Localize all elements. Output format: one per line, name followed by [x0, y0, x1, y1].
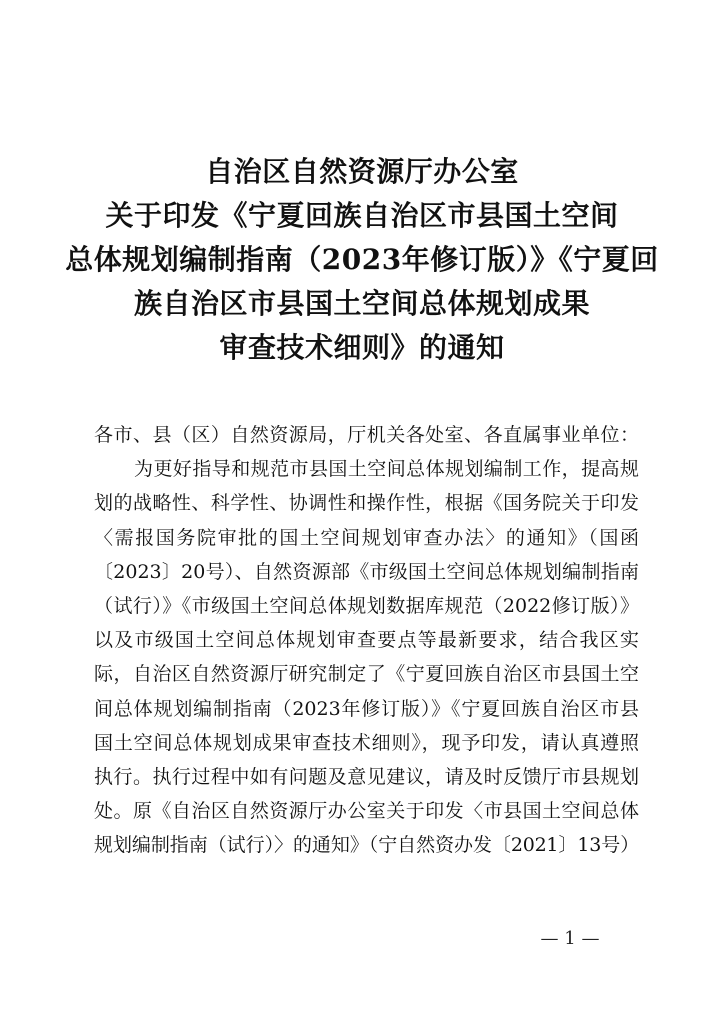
title-line: 自治区自然资源厅办公室 [205, 155, 519, 188]
body-line: 执行。执行过程中如有问题及意见建议，请及时反馈厅市县规划 [94, 766, 639, 789]
body-line: （试行）》《市级国土空间总体规划数据库规范（2022修订版）》 [94, 595, 639, 618]
body-line: 国土空间总体规划成果审查技术细则》，现予印发，请认真遵照 [94, 731, 639, 754]
title-line: 审查技术细则》的通知 [219, 331, 505, 364]
body-line: 处。原《自治区自然资源厅办公室关于印发〈市县国土空间总体 [94, 800, 639, 823]
title-line: 关于印发《宁夏回族自治区市县国土空间 [105, 199, 619, 232]
title-line: 总体规划编制指南（2023年修订版）》《宁夏回 [65, 243, 659, 276]
body-line: 规划编制指南（试行）〉的通知》（宁自然资办发〔2021〕13号） [94, 834, 639, 857]
body-line: 〈需报国务院审批的国土空间规划审查办法〉的通知》（国函 [94, 526, 639, 549]
document-title [60, 150, 664, 370]
body-line: 以及市级国土空间总体规划审查要点等最新要求，结合我区实 [94, 629, 639, 652]
body-line: 际，自治区自然资源厅研究制定了《宁夏回族自治区市县国土空 [94, 663, 639, 686]
title-line: 族自治区市县国土空间总体规划成果 [133, 287, 590, 320]
document-body [94, 418, 639, 863]
page-number: — 1 — [540, 928, 600, 949]
body-line: 划的战略性、科学性、协调性和操作性，根据《国务院关于印发 [94, 492, 639, 515]
salutation: 各市、县（区）自然资源局，厅机关各处室、各直属事业单位： [94, 424, 639, 446]
body-line: 〔2023〕20号）、自然资源部《市级国土空间总体规划编制指南 [94, 560, 639, 583]
body-line: 为更好指导和规范市县国土空间总体规划编制工作，提高规 [134, 458, 639, 481]
body-line: 间总体规划编制指南（2023年修订版）》《宁夏回族自治区市县 [94, 697, 639, 720]
